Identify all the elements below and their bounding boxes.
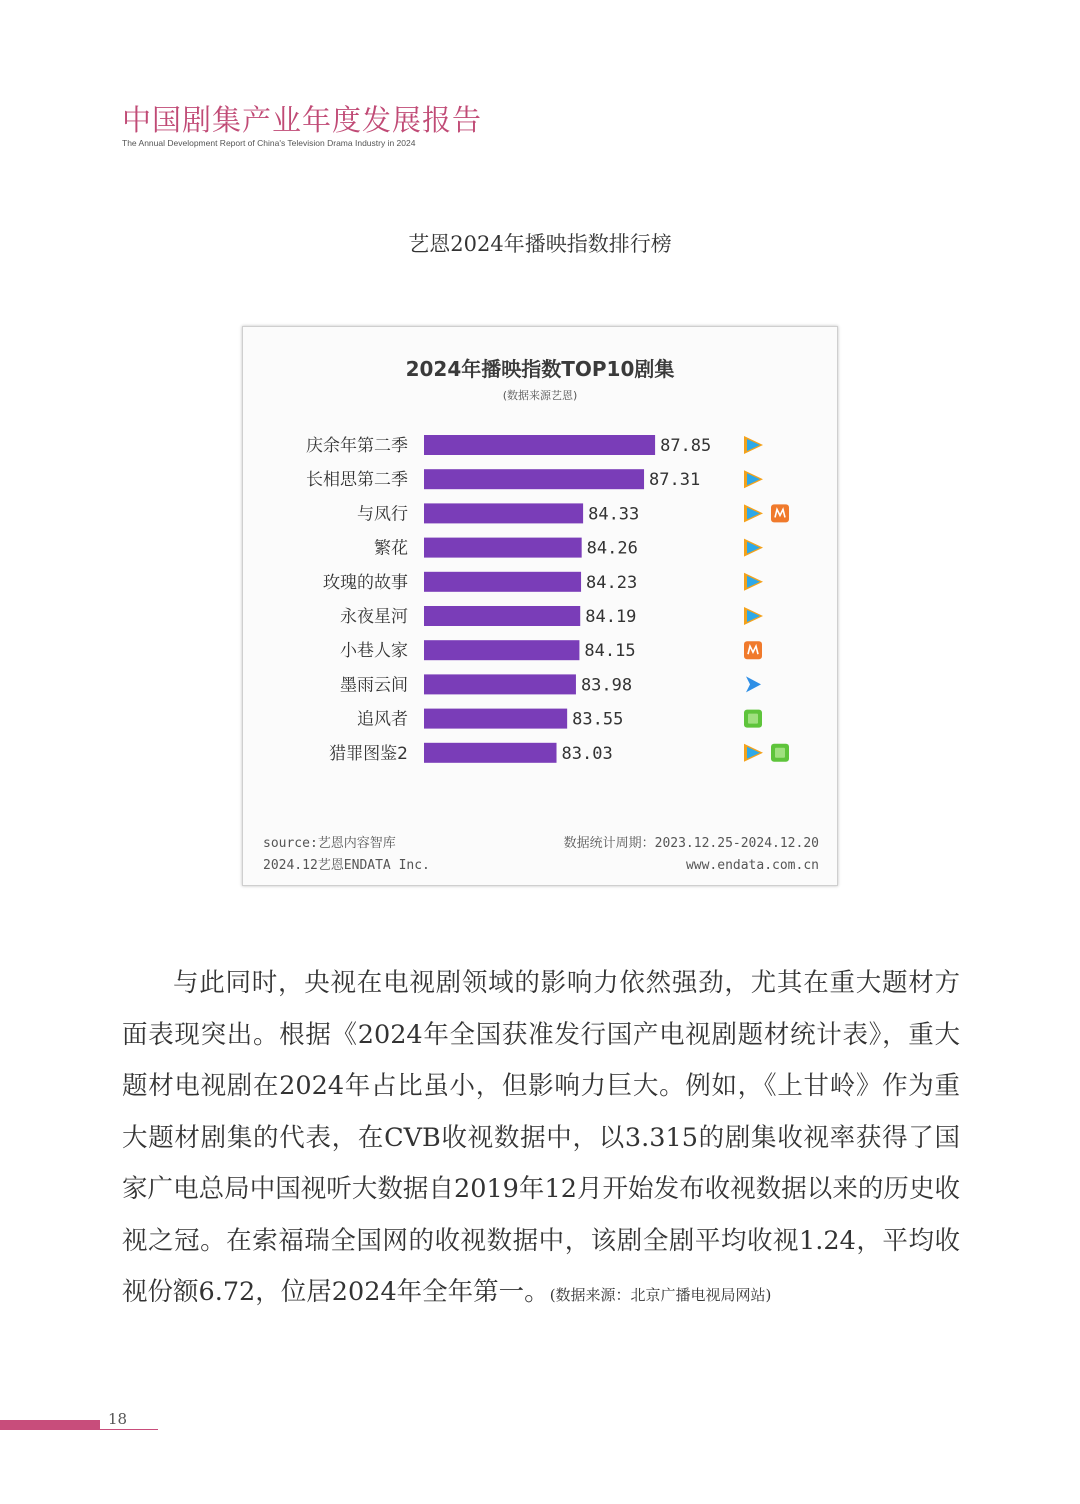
bar (424, 743, 557, 763)
value-label: 84.26 (586, 538, 638, 559)
figure-caption: 艺恩2024年播映指数排行榜 (408, 232, 672, 256)
chart-frame (242, 326, 838, 886)
category-label: 与凤行 (357, 504, 408, 525)
value-label: 87.31 (649, 470, 701, 491)
source-note: (数据来源：北京广播电视局网站) (549, 1286, 772, 1304)
header-subtitle: The Annual Development Report of China's Television Drama Industry in 2024 (122, 138, 416, 148)
footer-accent-bar (0, 1420, 100, 1430)
value-label: 84.15 (584, 641, 636, 662)
chart-footer-left (263, 833, 430, 877)
paragraph-main: 与此同时，央视在电视剧领域的影响力依然强劲，尤其在重大题材方面表现突出。根据《2024年全国获准发行国产电视剧题材统计表》，重大题材电视剧在2024年占比虽小，但影响力巨大。例如，《上甘岭》作为重大题材剧集的代表，在CVB收视数据中，以3.315的剧集收视率获得了国家广电总局中国视听大数据自2019年12月开始发布收视数据以来的历史收视之冠。在索福瑞全国网的收视数据中，该剧全剧平均收视1.24，平均收视份额6.72，位居2024年全年第一。 (122, 968, 960, 1307)
chart-website: www.endata.com.cn (685, 858, 819, 873)
chart-title: 2024年播映指数TOP10剧集 (405, 357, 675, 381)
iqiyi-icon-inner (748, 714, 758, 724)
chart-source: source:艺恩内容智库 (263, 836, 396, 851)
category-label: 墨雨云间 (340, 675, 408, 696)
bar (424, 435, 655, 455)
category-label: 猎罪图鉴2 (329, 743, 408, 764)
bar-chart (243, 327, 837, 827)
chart-copyright: 2024.12艺恩ENDATA Inc. (263, 858, 430, 873)
value-label: 83.98 (580, 675, 633, 696)
bar (424, 674, 576, 694)
bar (424, 469, 644, 489)
bar (424, 538, 582, 558)
iqiyi-icon-inner (775, 748, 785, 758)
youku-icon (746, 676, 761, 692)
value-label: 84.33 (588, 504, 640, 525)
bar (424, 709, 567, 729)
category-label: 繁花 (374, 538, 408, 559)
value-label: 84.19 (585, 607, 637, 627)
body-text (122, 958, 960, 1322)
value-label: 87.85 (660, 436, 712, 456)
header-title: 中国剧集产业年度发展报告 (122, 103, 483, 137)
bar (424, 503, 583, 523)
bar (424, 606, 580, 626)
chart-footer-right (564, 833, 819, 877)
body-paragraph (122, 958, 960, 1322)
category-label: 长相思第二季 (306, 470, 408, 491)
bar (424, 640, 579, 660)
mango-tv-icon (744, 641, 762, 659)
value-label: 83.55 (572, 709, 624, 730)
value-label: 83.03 (561, 743, 613, 764)
category-label: 玫瑰的故事 (323, 572, 408, 593)
bar (424, 572, 581, 592)
category-label: 小巷人家 (340, 641, 408, 662)
category-label: 庆余年第二季 (306, 436, 408, 456)
value-label: 84.23 (586, 572, 638, 593)
footer-accent-line (100, 1429, 158, 1430)
mango-tv-icon (771, 504, 789, 522)
chart-period: 数据统计周期：2023.12.25-2024.12.20 (563, 836, 819, 851)
category-label: 追风者 (357, 709, 408, 730)
category-label: 永夜星河 (340, 607, 408, 627)
page-number: 18 (108, 1410, 128, 1428)
chart-subtitle: (数据来源艺恩) (502, 389, 578, 402)
